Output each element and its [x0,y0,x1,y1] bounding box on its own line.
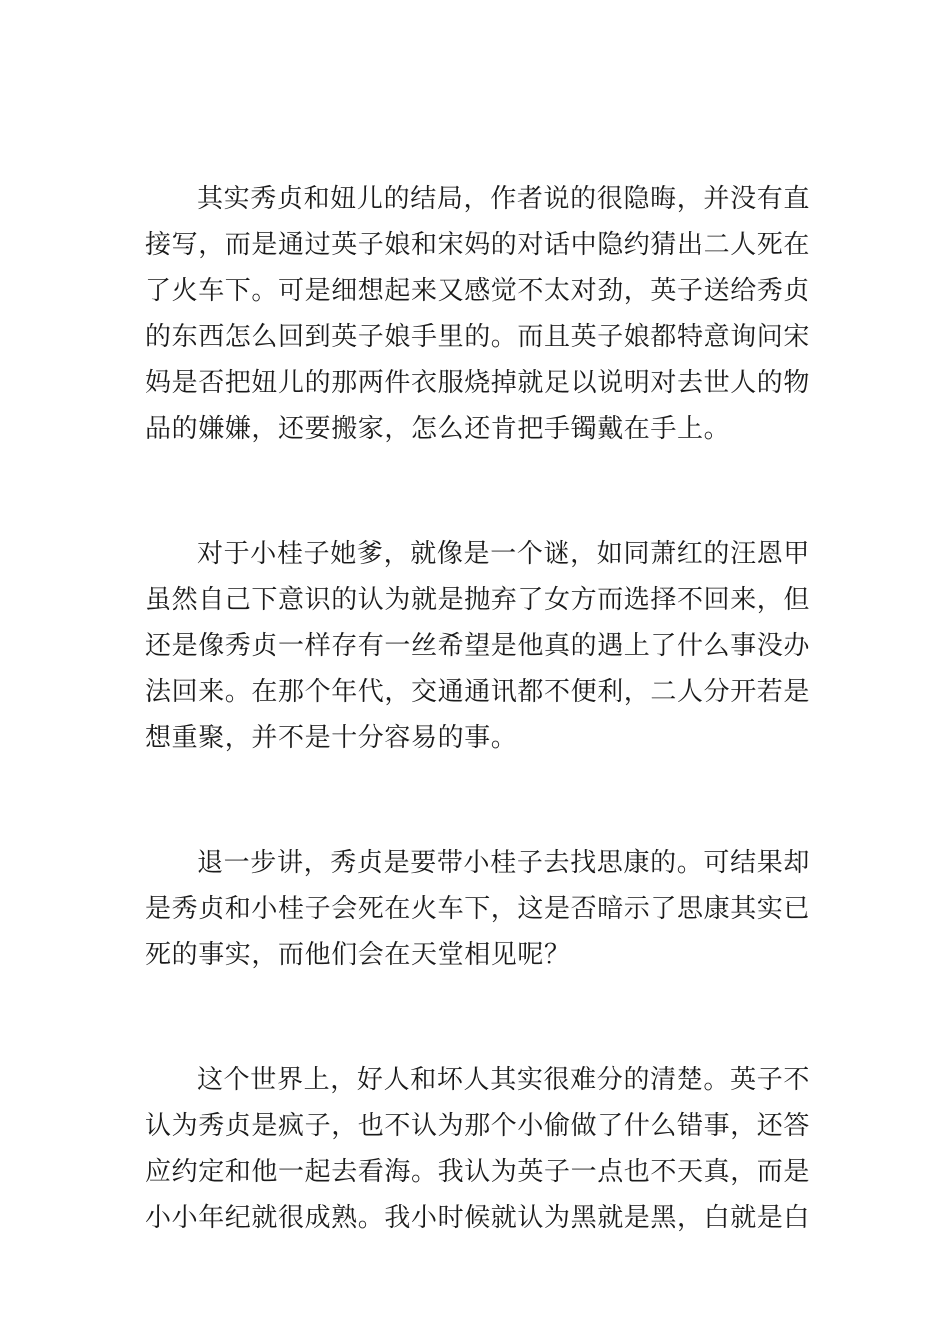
paragraph-1: 其实秀贞和妞儿的结局，作者说的很隐晦，并没有直接写，而是通过英子娘和宋妈的对话中隐约猜出二人死在了火车下。可是细想起来又感觉不太对劲，英子送给秀贞的东西怎么回到英子娘手里的。而且英子娘都特意询问宋妈是否把妞儿的那两件衣服烧掉就足以说明对去世人的物品的嫌嫌，还要搬家，怎么还肯把手镯戴在手上。 [145,184,811,444]
document-body [145,176,810,1241]
paragraph-2: 对于小桂子她爹，就像是一个谜，如同萧红的汪恩甲虽然自己下意识的认为就是抛弃了女方而选择不回来，但还是像秀贞一样存有一丝希望是他真的遇上了什么事没办法回来。在那个年代，交通通讯都不便利，二人分开若是想重聚，并不是十分容易的事。 [145,539,811,753]
paragraph-3: 退一步讲，秀贞是要带小桂子去找思康的。可结果却是秀贞和小桂子会死在火车下，这是否暗示了思康其实已死的事实，而他们会在天堂相见呢？ [145,848,811,970]
paragraph-4: 这个世界上，好人和坏人其实很难分的清楚。英子不认为秀贞是疯子，也不认为那个小偷做了什么错事，还答应约定和他一起去看海。我认为英子一点也不天真，而是小小年纪就很成熟。我小时候就认为黑就是黑，白就是白 [145,1065,811,1233]
